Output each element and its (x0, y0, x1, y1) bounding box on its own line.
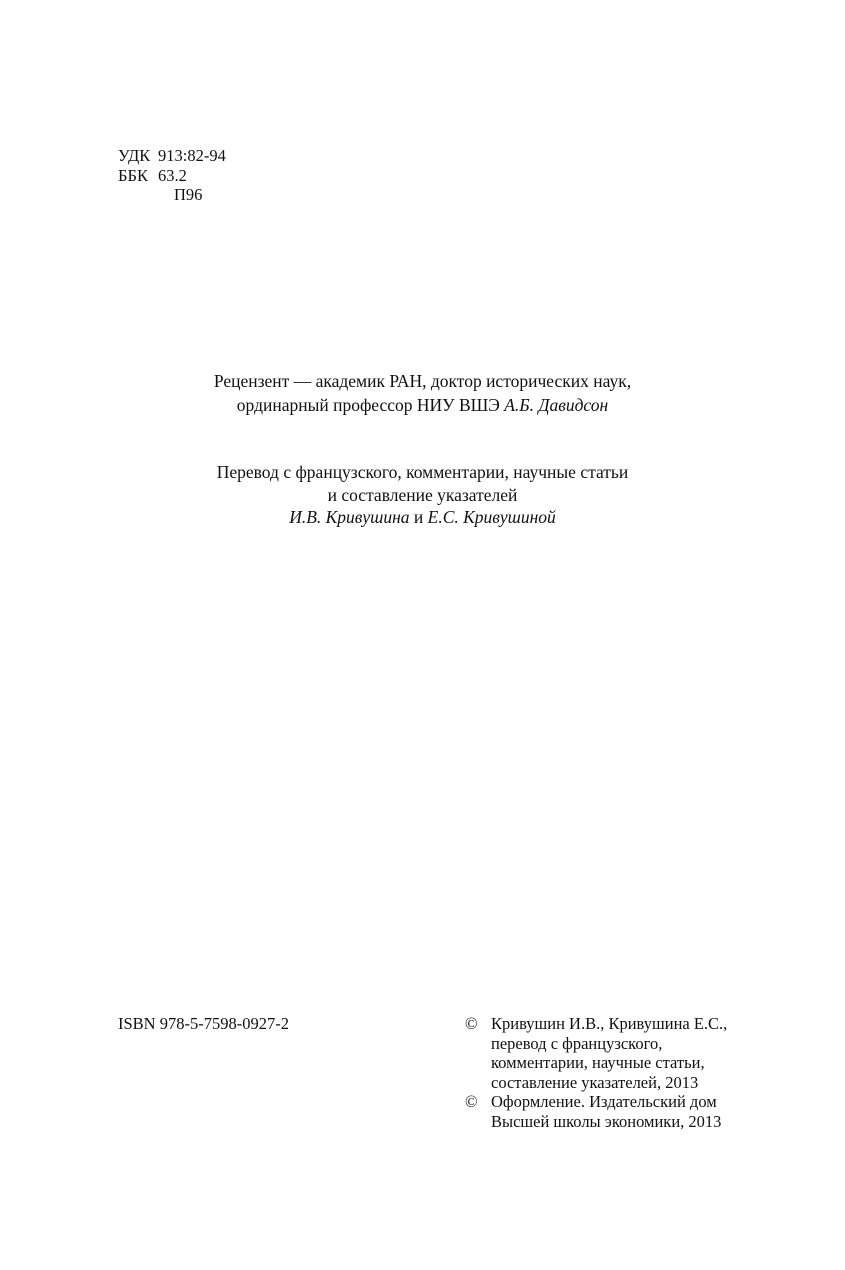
bbk-row (118, 166, 226, 186)
author-mark (118, 185, 226, 205)
copyright-line: Кривушин И.В., Кривушина Е.С., (491, 1014, 728, 1033)
copyright-block (465, 1014, 795, 1131)
bbk-value: 63.2 (158, 165, 187, 185)
copyright-line: составление указателей, 2013 (491, 1072, 699, 1092)
udk-label: УДК (118, 146, 151, 165)
reviewer-block (0, 369, 845, 417)
isbn: ISBN 978-5-7598-0927-2 (118, 1014, 289, 1033)
copyright-line: перевод с французского, (491, 1033, 663, 1053)
translation-block (0, 461, 845, 529)
copyright-line: комментарии, научные статьи, (491, 1053, 705, 1072)
copyright-line: Оформление. Издательский дом (491, 1092, 717, 1111)
copyright-line: Высшей школы экономики, 2013 (491, 1111, 722, 1131)
copyright-entry-2-lines (491, 1092, 721, 1131)
translation-line-1: Перевод с французского, комментарии, научные статьи (216, 462, 629, 482)
copyright-sign-icon: © (465, 1092, 478, 1111)
reviewer-line-2 (0, 393, 845, 417)
translation-line-2: и составление указателей (327, 484, 518, 505)
bbk-label: ББК (118, 165, 148, 185)
classification-block (118, 146, 226, 205)
translator-name-1: И.В. Кривушина (289, 507, 410, 527)
translators-line (0, 506, 845, 529)
udk-value: 913:82-94 (158, 146, 226, 165)
udk-row (118, 146, 226, 166)
copyright-entry-1 (465, 1014, 795, 1092)
reviewer-line-2-prefix: ординарный профессор НИУ ВШЭ (236, 395, 505, 415)
copyright-entry-2 (465, 1092, 795, 1131)
reviewer-name: А.Б. Давидсон (504, 395, 609, 415)
copyright-entry-1-lines (491, 1014, 727, 1092)
author-mark-value: П96 (174, 185, 203, 204)
reviewer-line-1: Рецензент — академик РАН, доктор исторических наук, (213, 371, 632, 391)
translator-name-2: Е.С. Кривушиной (427, 507, 556, 527)
translators-conjunction: и (409, 507, 428, 527)
copyright-sign-icon: © (465, 1014, 478, 1033)
